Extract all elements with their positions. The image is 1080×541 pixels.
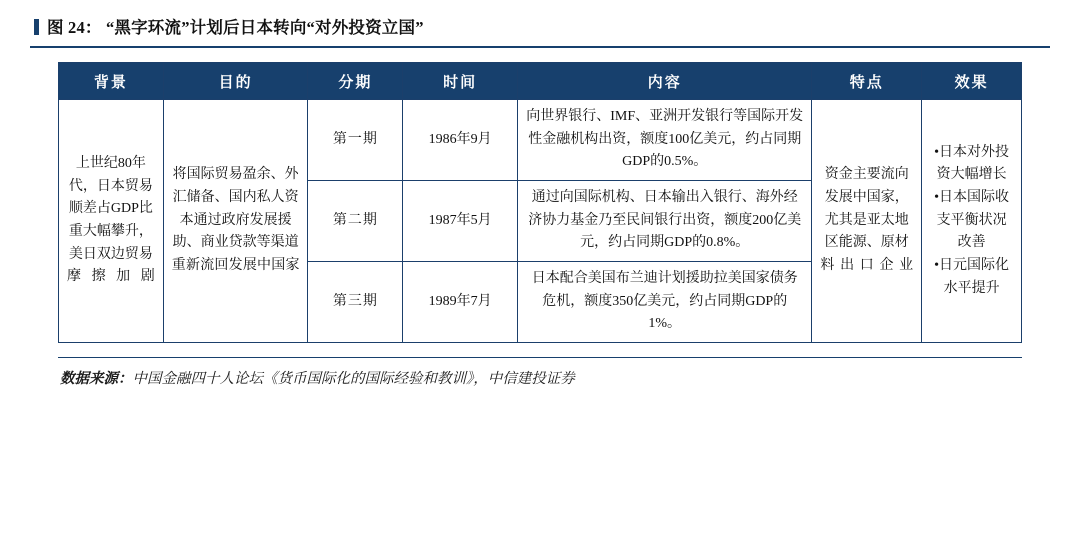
- cell-phase-3: 第三期: [308, 262, 403, 343]
- cell-time-1: 1986年9月: [403, 100, 518, 181]
- cell-feature: 资金主要流向发展中国家，尤其是亚太地区能源、原材料出口企业: [812, 100, 922, 343]
- effect-item: •日元国际化水平提升: [934, 258, 1010, 296]
- source-label: 数据来源：: [60, 371, 133, 388]
- cell-content-1: 向世界银行、IMF、亚洲开发银行等国际开发性金融机构出资，额度100亿美元，约占同期GDP的0.5%。: [518, 100, 812, 181]
- column-header-purpose: 目的: [163, 63, 308, 100]
- title-divider: [30, 46, 1050, 48]
- table-row: [59, 100, 1022, 181]
- footer-divider: [58, 357, 1022, 358]
- cell-time-2: 1987年5月: [403, 181, 518, 262]
- effect-item: •日本对外投资大幅增长: [934, 144, 1010, 183]
- column-header-effect: 效果: [922, 63, 1022, 100]
- column-header-content: 内容: [518, 63, 812, 100]
- column-header-time: 时间: [403, 63, 518, 100]
- column-header-feature: 特点: [812, 63, 922, 100]
- effect-item: •日本国际收支平衡状况改善: [934, 190, 1010, 251]
- cell-purpose: 将国际贸易盈余、外汇储备、国内私人资本通过政府发展援助、商业贷款等渠道重新流回发展中国家: [163, 100, 308, 343]
- page-title: 图 24： “黑字环流”计划后日本转向“对外投资立国”: [47, 18, 424, 37]
- source-text: 中国金融四十人论坛《货币国际化的国际经验和教训》，中信建投证券: [132, 371, 575, 388]
- figure-title-row: [30, 0, 1050, 46]
- cell-effects: [922, 100, 1022, 343]
- cell-phase-2: 第二期: [308, 181, 403, 262]
- column-header-background: 背景: [59, 63, 164, 100]
- column-header-phase: 分期: [308, 63, 403, 100]
- table-header-row: [59, 63, 1022, 100]
- cell-background: 上世纪80年代，日本贸易顺差占GDP比重大幅攀升，美日双边贸易摩擦加剧: [59, 100, 164, 343]
- figure-table: [58, 62, 1022, 343]
- title-accent-bar: [34, 19, 39, 35]
- cell-time-3: 1989年7月: [403, 262, 518, 343]
- cell-content-2: 通过向国际机构、日本输出入银行、海外经济协力基金乃至民间银行出资，额度200亿美元，约占同期GDP的0.8%。: [518, 181, 812, 262]
- source-note: [60, 367, 1020, 388]
- cell-phase-1: 第一期: [308, 100, 403, 181]
- cell-content-3: 日本配合美国布兰迪计划援助拉美国家债务危机，额度350亿美元，约占同期GDP的1%。: [518, 262, 812, 343]
- table-container: [30, 62, 1050, 343]
